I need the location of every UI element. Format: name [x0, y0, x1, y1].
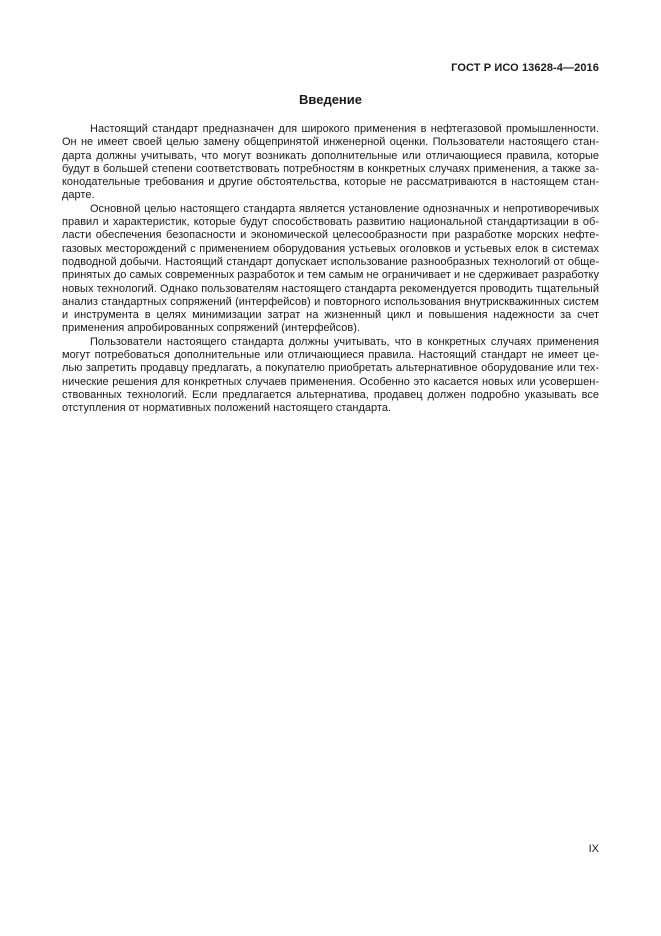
- section-title: Введение: [299, 92, 362, 107]
- introduction-body: [62, 123, 599, 416]
- standard-code-header: ГОСТ Р ИСО 13628-4—2016: [451, 62, 599, 74]
- paragraph: Основной целью настоящего стандарта является установление однозначных и непротиворечивых правил и характеристик, которые будут способствовать развитию национальной стандартизации в области обеспечения безопасности и экономической целесообразности при разработке морских нефтегазовых месторождений с применением оборудования устьевых оголовков и устьевых елок в системах подводной добычи. Настоящий стандарт допускает использование разнообразных технологий от общепринятых до самых современных разработок и тем самым не ограничивает и не сдерживает разработку новых технологий. Однако пользователям настоящего стандарта рекомендуется проводить тщательный анализ стандартных сопряжений (интерфейсов) и повторного использования внутрискважинных систем и инструмента в целях минимизации затрат на жизненный цикл и повышения надежности за счет применения апробированных сопряжений (интерфейсов).: [62, 202, 599, 335]
- paragraph: Пользователи настоящего стандарта должны учитывать, что в конкретных случаях применения могут потребоваться дополнительные или отличающиеся правила. Настоящий стандарт не имеет целью запретить продавцу предлагать, а покупателю приобретать альтернативное оборудование или технические решения для конкретных случаев применения. Особенно это касается новых или усовершенствованных технологий. Если предлагается альтернатива, продавец должен подробно указывать все отступления от нормативных положений настоящего стандарта.: [62, 335, 599, 415]
- paragraph: Настоящий стандарт предназначен для широкого применения в нефтегазовой промышленности. Он не имеет своей целью замену общепринятой инженерной оценки. Пользователи настоящего стандарта должны учитывать, что могут возникать дополнительные или отличающиеся правила, которые будут в большей степени соответствовать потребностям в конкретных случаях применения, а также законодательные требования и другие обстоятельства, которые не рассматриваются в настоящем стандарте.: [62, 123, 599, 202]
- page-number: IX: [588, 843, 599, 855]
